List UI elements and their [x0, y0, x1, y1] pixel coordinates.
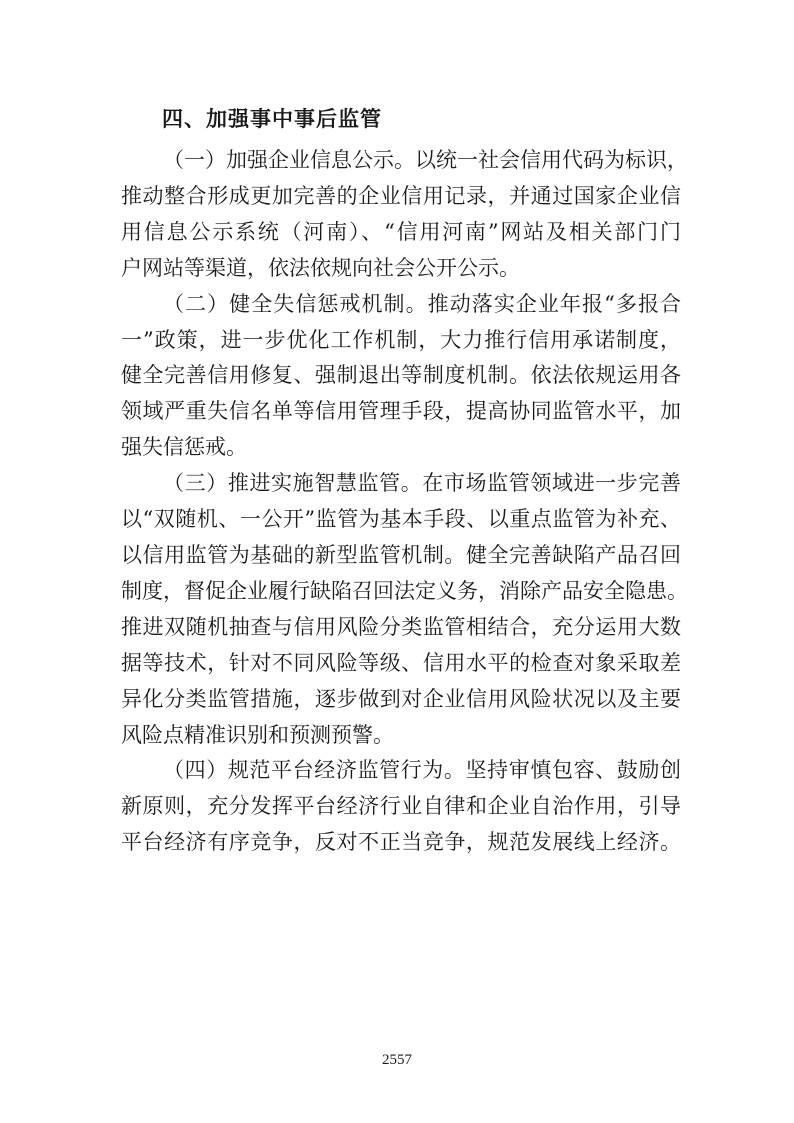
paragraph-enterprise-info-disclosure	[121, 143, 688, 287]
text-line: 以信用监管为基础的新型监管机制。健全完善缺陷产品召回	[121, 542, 681, 567]
page-number: 2557	[382, 1052, 412, 1068]
text-line: 推动整合形成更加完善的企业信用记录，并通过国家企业信	[121, 183, 681, 208]
text-line: 据等技术，针对不同风险等级、信用水平的检查对象采取差	[121, 650, 681, 675]
text-line: 制度，督促企业履行缺陷召回法定义务，消除产品安全隐患。	[121, 578, 688, 603]
text-line: 户网站等渠道，依法依规向社会公开公示。	[121, 255, 520, 280]
paragraph-platform-economy	[121, 753, 681, 861]
text-line: （三）推进实施智慧监管。在市场监管领域进一步完善	[163, 471, 681, 496]
section-heading: 四、加强事中事后监管	[162, 107, 382, 131]
text-line: 强失信惩戒。	[121, 435, 247, 460]
text-line: 一”政策，进一步优化工作机制，大力推行信用承诺制度，	[121, 327, 681, 352]
text-line: （四）规范平台经济监管行为。坚持审慎包容、鼓励创	[163, 758, 681, 783]
text-line: 异化分类监管措施，逐步做到对企业信用风险状况以及主要	[121, 686, 681, 711]
text-line: 平台经济有序竞争，反对不正当竞争，规范发展线上经济。	[121, 830, 681, 855]
text-line: 领域严重失信名单等信用管理手段，提高协同监管水平，加	[121, 399, 681, 424]
text-line: 风险点精准识别和预测预警。	[121, 722, 394, 747]
text-line: 用信息公示系统（河南）、“信用河南”网站及相关部门门	[121, 219, 681, 244]
text-line: 以“双随机、一公开”监管为基本手段、以重点监管为补充、	[121, 507, 681, 532]
paragraph-credit-punishment	[121, 287, 681, 467]
text-line: （二）健全失信惩戒机制。推动落实企业年报“多报合	[163, 291, 681, 316]
paragraph-smart-supervision	[121, 466, 688, 753]
text-line: 新原则，充分发挥平台经济行业自律和企业自治作用，引导	[121, 794, 681, 819]
text-line: （一）加强企业信息公示。以统一社会信用代码为标识，	[163, 148, 688, 172]
text-line: 健全完善信用修复、强制退出等制度机制。依法依规运用各	[121, 363, 681, 388]
body-text	[121, 143, 688, 861]
text-line: 推进双随机抽查与信用风险分类监管相结合，充分运用大数	[121, 614, 681, 639]
